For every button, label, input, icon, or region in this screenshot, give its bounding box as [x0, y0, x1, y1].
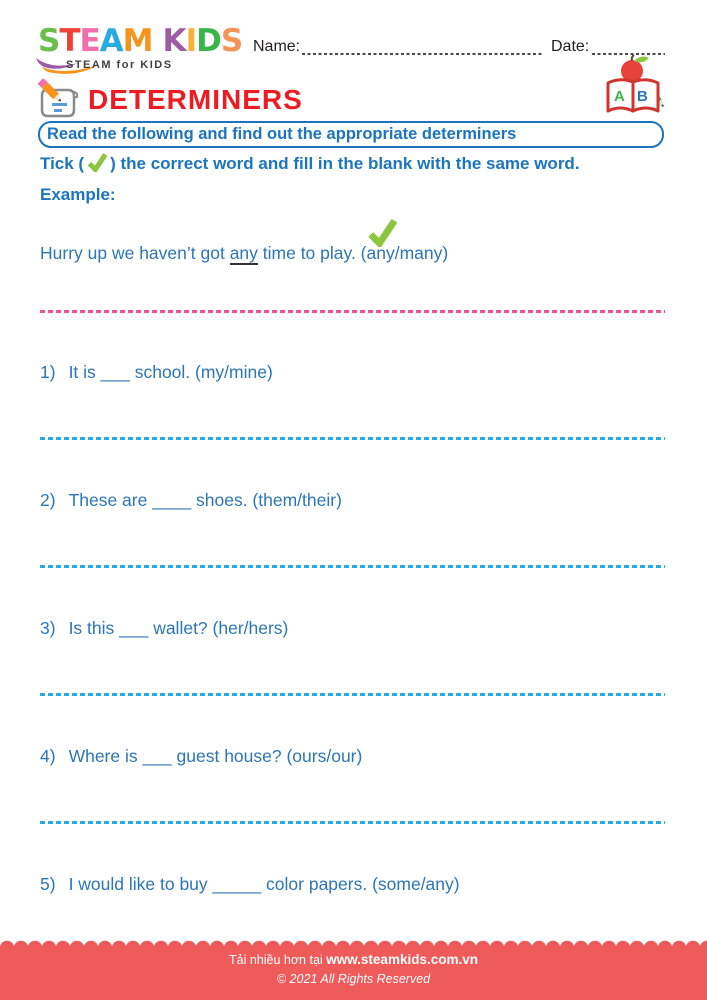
question-text: Where is ___ guest house? (ours/our) [68, 746, 363, 766]
footer-prefix: Tải nhiều hơn tại [229, 953, 327, 967]
logo-letter: S [38, 23, 60, 59]
footer-website-link[interactable]: www.steamkids.com.vn [326, 952, 478, 967]
separator-blue [40, 821, 665, 824]
question-number: 4) [40, 746, 56, 766]
tick-text-after: ) the correct word and fill in the blank with the same word. [110, 154, 580, 173]
example-after: time to play. (any/many) [257, 243, 449, 263]
logo-letter: A [99, 23, 123, 59]
instruction-box [38, 121, 664, 148]
svg-text:A: A [614, 88, 625, 105]
footer-copyright: © 2021 All Rights Reserved [276, 972, 431, 986]
separator-pink [40, 310, 665, 313]
question-text: I would like to buy _____ color papers. (some/any) [68, 874, 460, 894]
question-number: 1) [40, 362, 56, 382]
question-row [40, 490, 342, 511]
separator-blue [40, 693, 665, 696]
example-check-icon [366, 217, 398, 247]
question-text: Is this ___ wallet? (her/hers) [68, 618, 289, 638]
question-text: It is ___ school. (my/mine) [68, 362, 273, 382]
logo-subtitle: STEAM for KIDS [66, 59, 173, 71]
scroll-pencil-icon [36, 79, 80, 121]
book-apple-pencil-icon [603, 54, 665, 122]
logo-letter: E [79, 23, 100, 59]
logo-wordmark [38, 23, 243, 59]
instruction-text: Read the following and find out the appropriate determiners [47, 125, 517, 143]
logo-letter: M [122, 23, 153, 59]
question-number: 2) [40, 490, 56, 510]
date-label: Date: [551, 38, 590, 55]
question-number: 3) [40, 618, 56, 638]
question-row [40, 874, 460, 895]
tick-instruction [40, 154, 580, 174]
page-title: DETERMINERS [88, 84, 303, 115]
example-underlined-word: any [229, 243, 258, 263]
logo-letter: K [162, 23, 186, 59]
steam-kids-logo [38, 23, 243, 71]
name-label: Name: [253, 38, 301, 55]
tick-text-before: Tick ( [40, 154, 85, 173]
question-row [40, 362, 273, 383]
question-row [40, 618, 288, 639]
footer [0, 948, 707, 1000]
question-number: 5) [40, 874, 56, 894]
example-before: Hurry up we haven’t got [40, 243, 230, 263]
separator-blue [40, 565, 665, 568]
question-text: These are ____ shoes. (them/their) [68, 490, 342, 510]
example-label: Example: [40, 185, 116, 204]
separator-blue [40, 437, 665, 440]
title-row [36, 79, 303, 121]
logo-letter: I [185, 23, 197, 59]
logo-letter: D [196, 23, 221, 59]
question-row [40, 746, 362, 767]
svg-text:B: B [637, 88, 648, 105]
footer-download-line [0, 952, 707, 967]
logo-letter: S [220, 23, 243, 59]
check-icon [86, 152, 108, 172]
logo-letter: T [59, 23, 80, 59]
name-blank-line [302, 53, 543, 55]
footer-scallop-edge [0, 938, 707, 948]
